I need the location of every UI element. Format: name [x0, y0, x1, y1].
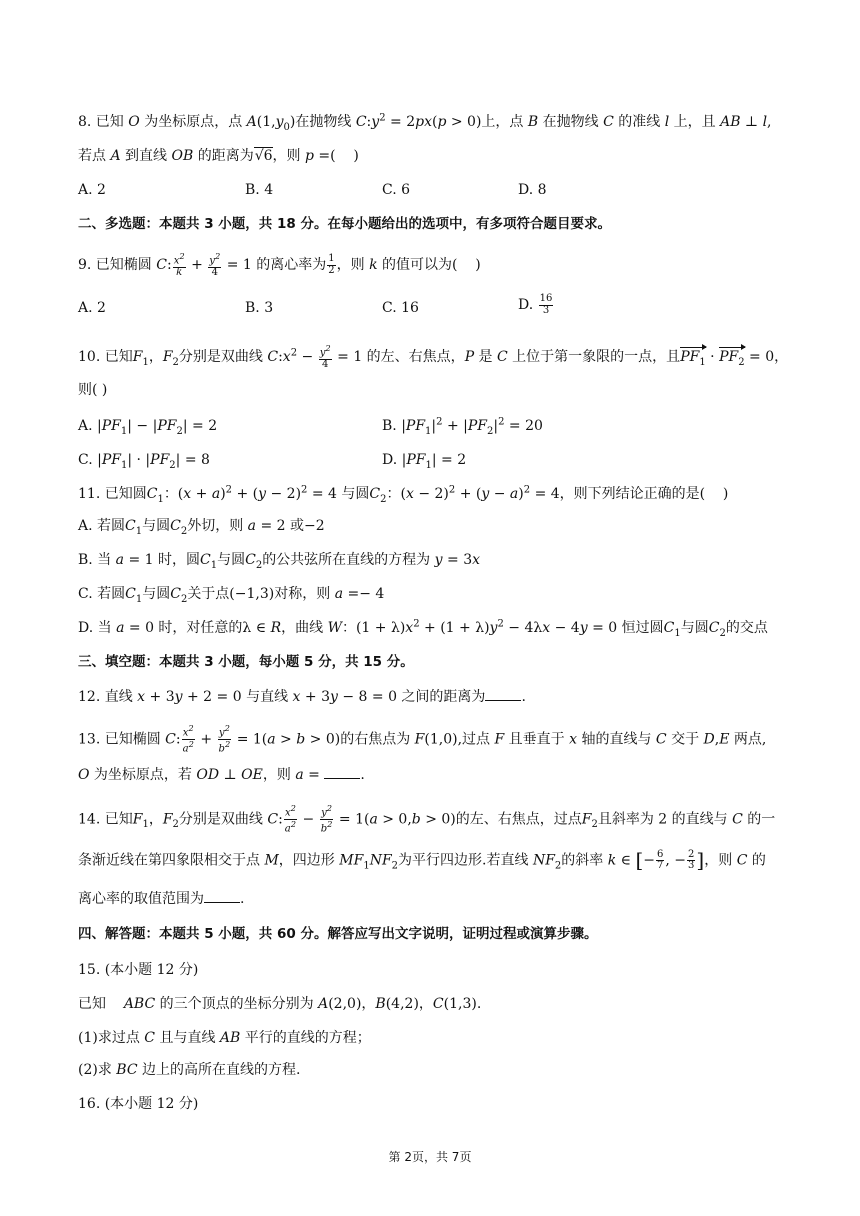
q8-option-a: A. 2 — [78, 182, 106, 198]
section-heading-multiple-choice: 二、多选题：本题共 3 小题，共 18 分。在每小题给出的选项中，有多项符合题目要求。 — [78, 216, 611, 232]
q9-option-a: A. 2 — [78, 300, 106, 316]
q15-part1: (1)求过点 C 且与直线 AB 平行的直线的方程； — [78, 1030, 371, 1046]
q10-option-b: B. $|PF_1|^2 + |PF_2|^2 = 20$ — [382, 416, 543, 437]
q12-stem: 12. 直线 x + 3y + 2 = 0 与直线 x + 3y − 8 = 0 之间的距离为 . — [78, 689, 526, 705]
section-heading-solutions: 四、解答题：本题共 5 小题，共 60 分。解答应写出文字说明，证明过程或演算步骤。 — [78, 926, 598, 942]
q8-option-b: B. 4 — [245, 182, 274, 198]
q10-option-a: A. $|PF_1| - |PF_2| = 2$ — [78, 418, 218, 437]
q13-line1: 13. 已知椭圆 C: $\frac{x^2}{a^2}$ + $\frac{y^2}{b^2}$ = 1(a > b > 0)的右焦点为 F(1,0),过点 F 且垂直于 x 轴的直线与 C 交于 D,E 两点, — [78, 723, 767, 755]
q8-option-d: D. 8 — [518, 182, 547, 198]
q16-heading: 16. (本小题 12 分) — [78, 1096, 199, 1112]
q8-line2: 若点 A 到直线 OB 的距离为√6，则 p =( ) — [78, 148, 359, 164]
q8-option-c: C. 6 — [382, 182, 411, 198]
q15-heading: 15. (本小题 12 分) — [78, 962, 199, 978]
q10-option-c: C. $|PF_1| \cdot |PF_2| = 8$ — [78, 452, 210, 471]
q9-option-b: B. 3 — [245, 300, 274, 316]
q14-line2: 条渐近线在第四象限相交于点 M，四边形 $MF_1NF_2$为平行四边形.若直线 $NF_2$的斜率 k ∈ [− $\frac{6}{7}$ , − $\frac{2}{3}$ ]，则 C 的 — [78, 848, 766, 872]
q14-line1: 14. 已知$F_1$，$F_2$分别是双曲线 C: $\frac{x^2}{a^2}$ − $\frac{y^2}{b^2}$ = 1(a > 0,b > 0)的左、右焦点，过点$F_2$且斜率为 2 的直线与 C 的一 — [78, 803, 776, 835]
q10-line1: 10. 已知$F_1$，$F_2$分别是双曲线 $C:x^2$ − $\frac{y^2}{4}$ = 1 的左、右焦点，P 是 C 上位于第一象限的一点，且$PF_1 \cdot PF_2 = 0$， — [78, 343, 789, 370]
q11-stem: 11. 已知圆$C_1$：$(x + a)^2 + (y - 2)^2 = 4$ 与圆$C_2$：$(x - 2)^2 + (y - a)^2 = 4$，则下列结论正确的是( ) — [78, 484, 729, 505]
q9-stem: 9. 已知椭圆 C: $\frac{x^2}{k}$ + $\frac{y^2}{4}$ = 1 的离心率为 $\frac{1}{2}$ ，则 k 的值可以为( ) — [78, 251, 481, 278]
q11-option-c: C. 若圆$C_1$与圆$C_2$关于点(−1,3)对称，则 a =− 4 — [78, 586, 385, 605]
page-footer: 第 2页，共 7页 — [388, 1150, 472, 1164]
q14-line3: 离心率的取值范围为 . — [78, 891, 245, 907]
q15-part2: (2)求 BC 边上的高所在直线的方程. — [78, 1062, 301, 1078]
q9-option-d: D. $\frac{16}{3}$ — [518, 293, 553, 316]
q9-option-c: C. 16 — [382, 300, 419, 316]
section-heading-fill-in: 三、填空题：本题共 3 小题，每小题 5 分，共 15 分。 — [78, 654, 414, 670]
q8-line1: 8. 已知 O 为坐标原点，点 $A(1,y_0)$在抛物线 $C:y^2 = 2px(p > 0)$上，点 B 在抛物线 C 的准线 l 上，且 AB ⊥ l, — [78, 112, 772, 133]
q15-stem: 已知 ABC 的三个顶点的坐标分别为 A(2,0)，B(4,2)，C(1,3). — [78, 996, 482, 1012]
q11-option-a: A. 若圆$C_1$与圆$C_2$外切，则 a = 2 或−2 — [78, 518, 325, 537]
q13-line2: O 为坐标原点，若 OD ⊥ OE，则 a = . — [78, 767, 365, 783]
q10-option-d: D. $|PF_1| = 2$ — [382, 452, 467, 471]
q11-option-d: D. 当 a = 0 时，对任意的λ ∈ R，曲线 W：$(1 + \lambda)x^2 + (1 + \lambda)y^2 - 4\lambda x - 4y = 0$ 恒过圆$C_1$与圆$C_2$的交点 — [78, 618, 768, 639]
q10-line2: 则( ) — [78, 382, 108, 398]
q11-option-b: B. 当 a = 1 时，圆$C_1$与圆$C_2$的公共弦所在直线的方程为 y = 3x — [78, 552, 481, 571]
